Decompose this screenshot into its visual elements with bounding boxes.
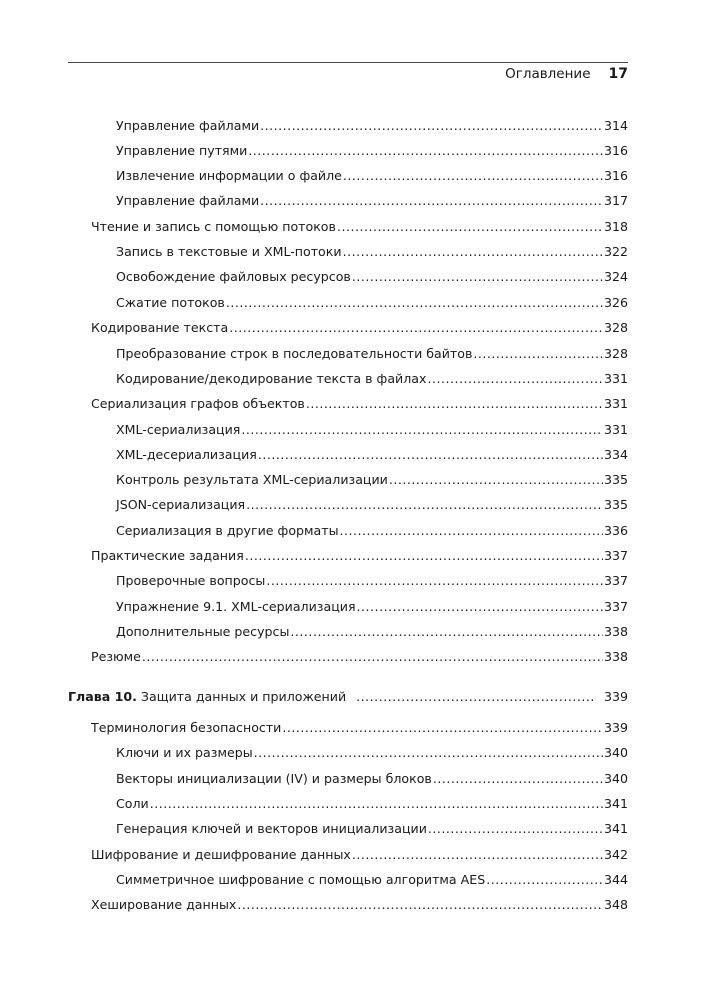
toc-entry[interactable]: [116, 422, 628, 438]
toc-entry[interactable]: [116, 143, 628, 159]
toc-entry-page: 335: [603, 497, 628, 512]
toc-entry-page: 344: [603, 872, 628, 887]
toc-entry-label: Извлечение информации о файле: [116, 168, 342, 183]
toc-leader-dots: [237, 897, 603, 913]
toc-entry-page: 324: [603, 269, 628, 284]
toc-entry-page: 338: [603, 624, 628, 639]
toc-leader-dots: [229, 320, 603, 336]
toc-entry-page: 334: [603, 447, 628, 462]
toc-entry[interactable]: [91, 897, 628, 913]
toc-entry-page: 340: [603, 745, 628, 760]
toc-entry-label: Соли: [116, 796, 149, 811]
toc-entry-page: 339: [603, 720, 628, 735]
toc-entry-page: 328: [603, 346, 628, 361]
toc-entry-label: Проверочные вопросы: [116, 573, 266, 588]
toc-entry-label: Управление путями: [116, 143, 248, 158]
toc-entry-page: 328: [603, 320, 628, 335]
toc-entry-page: 331: [603, 422, 628, 437]
toc-entry[interactable]: [91, 720, 628, 736]
toc-entry[interactable]: [116, 295, 628, 311]
toc-entry-label: Освобождение файловых ресурсов: [116, 269, 351, 284]
toc-entry[interactable]: [116, 771, 628, 787]
toc-leader-dots: [356, 689, 596, 705]
toc-entry[interactable]: [116, 447, 628, 463]
toc-entry-label: Кодирование/декодирование текста в файлах: [116, 371, 427, 386]
toc-entry-label: Сериализация в другие форматы: [116, 523, 339, 538]
toc-entry[interactable]: [116, 745, 628, 761]
toc-entry-label: Дополнительные ресурсы: [116, 624, 290, 639]
toc-entry[interactable]: [91, 847, 628, 863]
toc-entry-page: 337: [603, 573, 628, 588]
toc-entry-page: 314: [603, 118, 628, 133]
toc-chapter-number: Глава 10.: [68, 689, 137, 704]
toc-entry-label: Практические задания: [91, 548, 244, 563]
toc-leader-dots: [343, 168, 603, 184]
toc-entry-page: 337: [603, 599, 628, 614]
toc-entry[interactable]: [116, 599, 628, 615]
toc-leader-dots: [245, 548, 603, 564]
toc-entry-page: 336: [603, 523, 628, 538]
toc-entry[interactable]: [91, 548, 628, 564]
toc-entry-page: 318: [603, 219, 628, 234]
toc-leader-dots: [142, 649, 603, 665]
toc-leader-dots: [248, 143, 603, 159]
toc-entry-label: Шифрование и дешифрование данных: [91, 847, 351, 862]
toc-leader-dots: [343, 244, 603, 260]
toc-leader-dots: [340, 523, 603, 539]
toc-entry[interactable]: [116, 269, 628, 285]
toc-entry-label: Сжатие потоков: [116, 295, 225, 310]
toc-entry-page: 322: [603, 244, 628, 259]
toc-entry-label: Контроль результата XML-сериализации: [116, 472, 388, 487]
toc-entry-label: JSON-сериализация: [116, 497, 246, 512]
running-header-page-number: 17: [608, 66, 628, 82]
toc-entry-label: Терминология безопасности: [91, 720, 282, 735]
toc-entry[interactable]: [116, 523, 628, 539]
toc-entry-label: Чтение и запись с помощью потоков: [91, 219, 336, 234]
toc-entry-label: Ключи и их размеры: [116, 745, 253, 760]
toc-leader-dots: [427, 371, 603, 387]
toc-entry[interactable]: [116, 821, 628, 837]
toc-leader-dots: [357, 599, 603, 615]
toc-entry-label: Запись в текстовые и XML-потоки: [116, 244, 342, 259]
toc-entry[interactable]: [91, 649, 628, 665]
toc-entry[interactable]: [116, 346, 628, 362]
toc-leader-dots: [352, 269, 603, 285]
running-header-title: Оглавление: [505, 66, 591, 82]
toc-entry-label: Упражнение 9.1. XML-сериализация: [116, 599, 356, 614]
toc-entry-label: Сериализация графов объектов: [91, 396, 305, 411]
toc-leader-dots: [241, 422, 603, 438]
toc-entry-label: XML-десериализация: [116, 447, 257, 462]
toc-entry-page: 326: [603, 295, 628, 310]
toc-entry-page: 341: [603, 821, 628, 836]
toc-entry-page: 338: [603, 649, 628, 664]
toc-entry-label: Управление файлами: [116, 118, 260, 133]
toc-leader-dots: [258, 447, 603, 463]
toc-leader-dots: [254, 745, 603, 761]
toc-entry-page: 331: [603, 396, 628, 411]
toc-entry[interactable]: [91, 219, 628, 235]
toc-entry-label: Симметричное шифрование с помощью алгоритма AES: [116, 872, 486, 887]
toc-leader-dots: [226, 295, 603, 311]
toc-leader-dots: [150, 796, 603, 812]
toc-leader-dots: [433, 771, 603, 787]
toc-entry-page: 339: [603, 689, 628, 704]
toc-chapter-entry[interactable]: [68, 689, 628, 705]
toc-leader-dots: [473, 346, 603, 362]
toc-entry[interactable]: [116, 118, 628, 134]
toc-leader-dots: [306, 396, 603, 412]
toc-entry-page: 316: [603, 143, 628, 158]
toc-entry[interactable]: [116, 872, 628, 888]
toc-entry-page: 337: [603, 548, 628, 563]
toc-entry-label: Векторы инициализации (IV) и размеры блоков: [116, 771, 432, 786]
toc-entry[interactable]: [116, 244, 628, 260]
toc-entry-page: 340: [603, 771, 628, 786]
toc-entry-page: 348: [603, 897, 628, 912]
toc-entry-page: 317: [603, 193, 628, 208]
toc-leader-dots: [290, 624, 603, 640]
toc-entry[interactable]: [116, 472, 628, 488]
toc-leader-dots: [260, 118, 603, 134]
toc-entry[interactable]: [91, 320, 628, 336]
toc-entry[interactable]: [116, 168, 628, 184]
toc-entry[interactable]: [116, 573, 628, 589]
toc-entry-page: 342: [603, 847, 628, 862]
toc-entry-page: 316: [603, 168, 628, 183]
toc-entry-label: XML-сериализация: [116, 422, 241, 437]
toc-entry-label: Защита данных и приложений: [140, 689, 347, 704]
toc-entry-label: Хеширование данных: [91, 897, 237, 912]
toc-entry[interactable]: [116, 624, 628, 640]
toc-entry[interactable]: [116, 193, 628, 209]
toc-leader-dots: [352, 847, 603, 863]
toc-entry-page: 331: [603, 371, 628, 386]
toc-leader-dots: [266, 573, 603, 589]
toc-entry-page: 335: [603, 472, 628, 487]
toc-leader-dots: [486, 872, 603, 888]
toc-leader-dots: [246, 497, 603, 513]
toc-entry-label: Преобразование строк в последовательности байтов: [116, 346, 473, 361]
toc-entry-label: Резюме: [91, 649, 141, 664]
toc-leader-dots: [389, 472, 603, 488]
toc-entry-page: 341: [603, 796, 628, 811]
toc-entry-label: Управление файлами: [116, 193, 260, 208]
toc-leader-dots: [428, 821, 603, 837]
toc-entry-label: Кодирование текста: [91, 320, 229, 335]
toc-entry[interactable]: [116, 796, 628, 812]
toc-entry[interactable]: [116, 497, 628, 513]
toc-leader-dots: [282, 720, 603, 736]
toc-leader-dots: [260, 193, 603, 209]
toc-entry[interactable]: [116, 371, 628, 387]
toc-entry[interactable]: [91, 396, 628, 412]
toc-entry-label: Генерация ключей и векторов инициализации: [116, 821, 427, 836]
toc-leader-dots: [337, 219, 603, 235]
